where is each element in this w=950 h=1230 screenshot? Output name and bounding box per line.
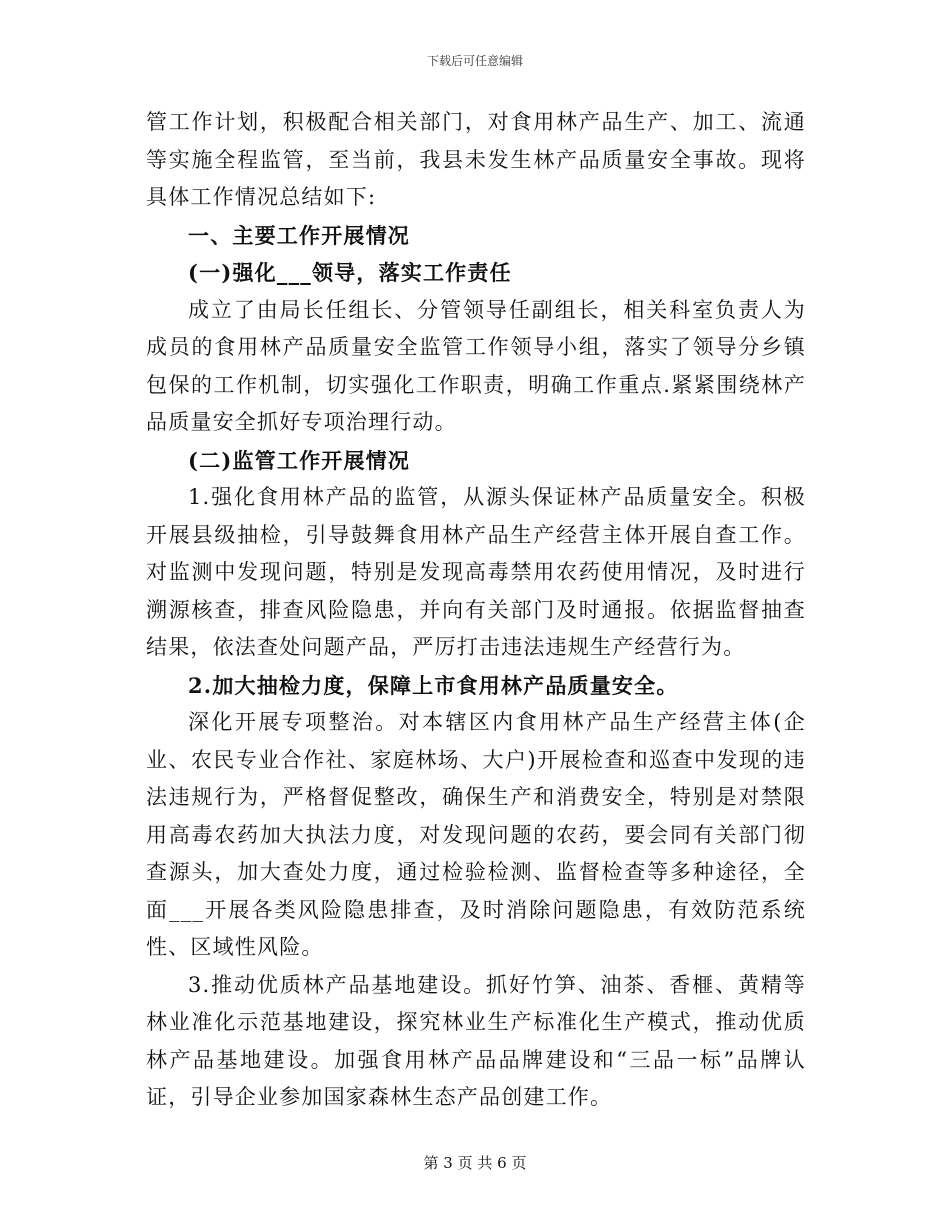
page-header: 下载后可任意编辑	[426, 54, 523, 68]
paragraph-supervision-1: 1.强化食用林产品的监管，从源头保证林产品质量安全。积极开展县级抽检，引导鼓舞食用林产品生产经营主体开展自查工作。对监测中发现问题，特别是发现高毒禁用农药使用情况，及时进行溯源核查，排查风险隐患，并向有关部门及时通报。依据监督抽查结果，依法查处问题产品，严厉打击违法违规生产经营行为。	[146, 485, 806, 659]
page-number-footer: 第 3 页 共 6 页	[423, 1154, 527, 1172]
subheading-supervision: (二)监管工作开展情况	[188, 447, 411, 473]
paragraph-inspection: 深化开展专项整治。对本辖区内食用林产品生产经营主体(企业、农民专业合作社、家庭林场、大户)开展检查和巡查中发现的违法违规行为，严格督促整改，确保生产和消费安全，特别是对禁限用高毒农药加大执法力度，对发现问题的农药，要会同有关部门彻查源头，加大查处力度，通过检验检测、监督检查等多种途径，全面___开展各类风险隐患排查，及时消除问题隐患，有效防范系统性、区域性风险。	[146, 710, 806, 959]
subheading-leadership: (一)强化___领导，落实工作责任	[188, 260, 512, 285]
paragraph-base-construction: 3.推动优质林产品基地建设。抓好竹笋、油茶、香榧、黄精等林业准化示范基地建设，探究林业生产标准化生产模式，推动优质林产品基地建设。加强食用林产品品牌建设和“三品一标”品牌认证，引导企业参加国家森林生态产品创建工作。	[146, 972, 806, 1109]
paragraph-leadership: 成立了由局长任组长、分管领导任副组长，相关科室负责人为成员的食用林产品质量安全监管工作领导小组，落实了领导分乡镇包保的工作机制，切实强化工作职责，明确工作重点.紧紧围绕林产品质量安全抓好专项治理行动。	[146, 297, 806, 434]
section-heading-main-work: 一、主要工作开展情况	[188, 222, 410, 248]
paragraph-intro: 管工作计划，积极配合相关部门，对食用林产品生产、加工、流通等实施全程监管，至当前，我县未发生林产品质量安全事故。现将具体工作情况总结如下:	[146, 110, 806, 209]
document-body	[146, 104, 806, 1117]
subheading-inspection: 2.加大抽检力度，保障上市食用林产品质量安全。	[188, 672, 679, 698]
